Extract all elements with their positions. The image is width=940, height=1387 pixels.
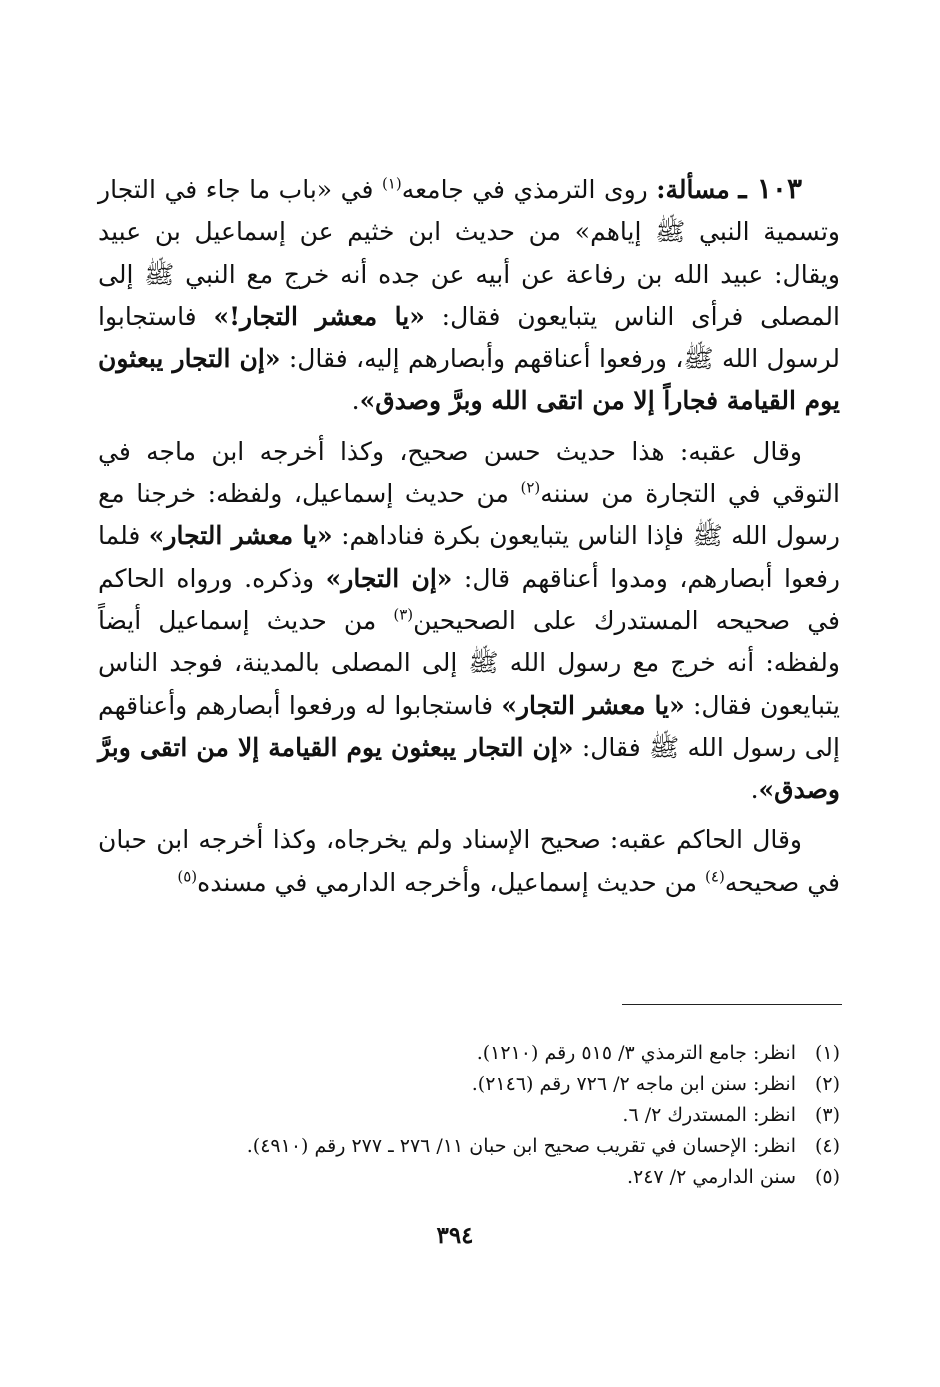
page-number: ٣٩٤ (436, 1222, 474, 1249)
text-run: فاستجابوا لرسول الله ﷺ، ورفعوا أعناقهم وأبصارهم إليه، فقال: (98, 301, 840, 374)
issue-number: ١٠٣ ـ (738, 172, 803, 205)
footnote-text: سنن الدارمي ٢/ ٢٤٧. (626, 1166, 796, 1188)
footnote-ref[interactable]: (١) (381, 174, 402, 193)
footnote-text: انظر: جامع الترمذي ٣/ ٥١٥ رقم (١٢١٠). (476, 1042, 796, 1064)
footnote-item (98, 1069, 840, 1100)
footnote-item (98, 1038, 840, 1069)
text-run: وذكره. ورواه الحاكم في صحيحه المستدرك على الصحيحين (98, 563, 840, 635)
text-run: فلما رفعوا أبصارهم، ومدوا أعناقهم قال: (98, 521, 840, 593)
footnote-text: انظر: المستدرك ٢/ ٦. (622, 1104, 796, 1126)
footnote-item (98, 1100, 840, 1131)
text-run: وقال عقبه: هذا حديث حسن صحيح، وكذا أخرجه ابن ماجه في التوقي في التجارة من سننه (98, 436, 840, 509)
footnote-number: (١) (814, 1042, 840, 1064)
footnote-number: (٥) (814, 1166, 840, 1188)
footnotes (98, 1038, 840, 1193)
text-run: . (351, 386, 360, 416)
footnote-item (98, 1162, 840, 1193)
paragraph-commentary (98, 431, 840, 812)
footnote-ref[interactable]: (٤) (705, 867, 725, 886)
text-run: في «باب ما جاء في التجار وتسمية النبي ﷺ إياهم» من حديث ابن خثيم عن إسماعيل بن عبيد ويقال: عبيد الله بن رفاعة عن أبيه عن جده أنه خرج مع النبي ﷺ إلى المصلى فرأى الناس يتبايعون فقال: (98, 175, 840, 331)
hadith-quote: «إن التجار» (325, 563, 453, 593)
hadith-quote: «يا معشر التجار» (148, 521, 333, 551)
footnote-item (98, 1131, 840, 1162)
footnote-ref[interactable]: (٢) (520, 478, 541, 497)
footnote-text: انظر: الإحسان في تقريب صحيح ابن حبان ١١/ ٢٧٦ ـ ٢٧٧ رقم (٤٩١٠). (246, 1135, 796, 1157)
hadith-quote: «يا معشر التجار!» (213, 301, 425, 331)
footnote-text: انظر: سنن ابن ماجه ٢/ ٧٢٦ رقم (٢١٤٦). (471, 1073, 796, 1095)
text-run: روى الترمذي في جامعه (401, 175, 657, 204)
text-run: من حديث إسماعيل، وأخرجه الدارمي في مسنده (197, 867, 706, 897)
footnote-number: (٢) (814, 1073, 840, 1095)
footnote-ref[interactable]: (٥) (177, 867, 198, 886)
footnote-number: (٤) (814, 1135, 840, 1157)
paragraph-issue-103 (98, 168, 840, 423)
text-run: فاستجابوا له ورفعوا أبصارهم وأعناقهم إلى رسول الله ﷺ فقال: (98, 690, 840, 762)
text-run: من حديث إسماعيل، ولفظه: خرجنا مع رسول الله ﷺ فإذا الناس يتبايعون بكرة فناداهم: (98, 479, 841, 551)
issue-label: مسألة: (656, 175, 730, 204)
main-text (98, 168, 840, 904)
text-run: . (750, 775, 759, 805)
footnote-separator (622, 1004, 842, 1005)
footnote-ref[interactable]: (٣) (393, 605, 414, 624)
footnote-number: (٣) (814, 1104, 840, 1126)
text-run: من حديث إسماعيل أيضاً ولفظه: أنه خرج مع رسول الله ﷺ إلى المصلى بالمدينة، فوجد الناس يتبايعون فقال: (98, 605, 840, 720)
paragraph-hakim (98, 819, 840, 904)
hadith-quote: «يا معشر التجار» (501, 690, 685, 720)
hadith-quote: «إن التجار يبعثون يوم القيامة إلا من اتقى وبرَّ وصدق» (98, 732, 840, 805)
text-run: وقال الحاكم عقبه: صحيح الإسناد ولم يخرجاه، وكذا أخرجه ابن حبان في صحيحه (98, 825, 840, 897)
hadith-quote: «إن التجار يبعثون يوم القيامة فجاراً إلا من اتقى الله وبرَّ وصدق» (98, 344, 840, 416)
